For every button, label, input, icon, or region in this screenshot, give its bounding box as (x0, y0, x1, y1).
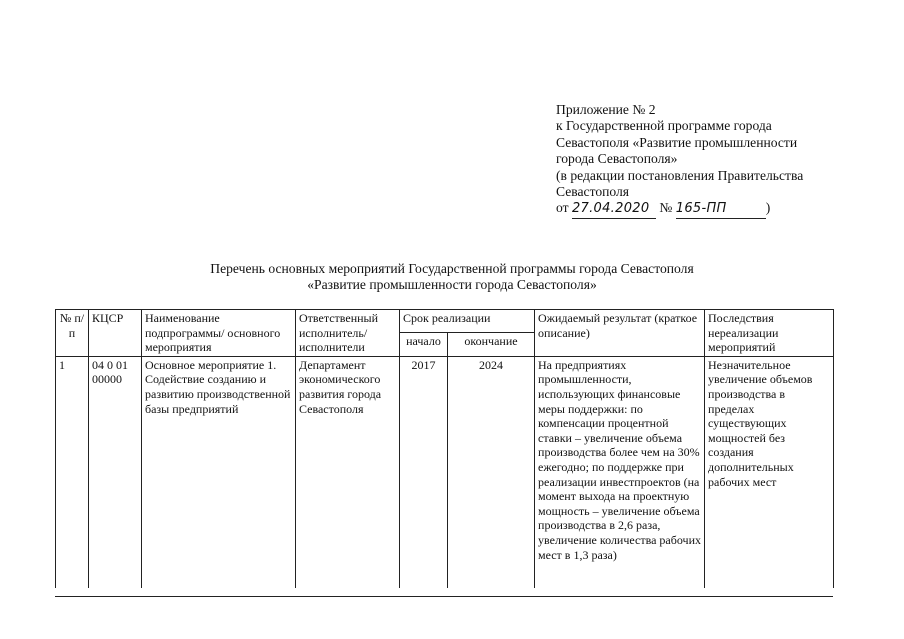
appendix-line-4: города Севастополя» (556, 151, 678, 167)
cell-result: На предприятиях промышленности, использующих финансовые меры поддержки: по компенсации процентной ставки – увеличение объема производства более чем на 30% ежегодно; по поддержке при реализации инвестпроектов (на момент выхода на проектную мощность – увеличение объема производства в 2,6 раза, увеличение количества рабочих мест в 1,3 раза) (535, 356, 705, 588)
appendix-line-1: Приложение № 2 (556, 102, 656, 117)
header-term-end: окончание (448, 333, 535, 356)
appendix-line-5: (в редакции постановления Правительства (556, 167, 804, 183)
header-result: Ожидаемый результат (краткое описание) (535, 310, 705, 357)
from-prefix: от (556, 200, 569, 216)
resolution-date-line (556, 200, 856, 218)
cell-executor: Департамент экономического развития города Севастополя (296, 356, 400, 588)
title-line-2: «Развитие промышленности города Севастополя» (307, 276, 597, 292)
header-executor: Ответственный исполнитель/ исполнители (296, 310, 400, 357)
cell-start: 2017 (400, 356, 448, 588)
appendix-header (556, 102, 856, 219)
cell-consequences: Незначительное увеличение объемов производства в пределах существующих мощностей без создания дополнительных рабочих мест (705, 356, 834, 588)
cell-num: 1 (56, 356, 89, 588)
cell-kcsr: 04 0 01 00000 (89, 356, 142, 588)
header-kcsr: КЦСР (89, 310, 142, 357)
header-term: Срок реализации (400, 310, 535, 333)
handwritten-number: 165-ПП (676, 201, 766, 218)
header-row (56, 310, 834, 333)
header-name: Наименование подпрограммы/ основного мероприятия (142, 310, 296, 357)
number-prefix: № (659, 200, 673, 216)
cell-name: Основное мероприятие 1. Содействие созданию и развитию производственной базы предприятий (142, 356, 296, 588)
document-title (0, 261, 904, 292)
cell-end: 2024 (448, 356, 535, 588)
appendix-line-2: к Государственной программе города (556, 118, 772, 134)
appendix-line-6: Севастополя (556, 184, 630, 200)
header-term-start: начало (400, 333, 448, 356)
close-paren: ) (765, 200, 771, 216)
table-row (56, 356, 834, 588)
table-bottom-border (55, 596, 833, 597)
header-num: № п/п (56, 310, 89, 357)
header-consequences: Последствия нереализации мероприятий (705, 310, 834, 357)
measures-table (55, 309, 834, 588)
appendix-line-3: Севастополя «Развитие промышленности (556, 134, 798, 150)
handwritten-date: 27.04.2020 (572, 201, 656, 218)
title-line-1: Перечень основных мероприятий Государственной программы города Севастополя (210, 261, 694, 276)
